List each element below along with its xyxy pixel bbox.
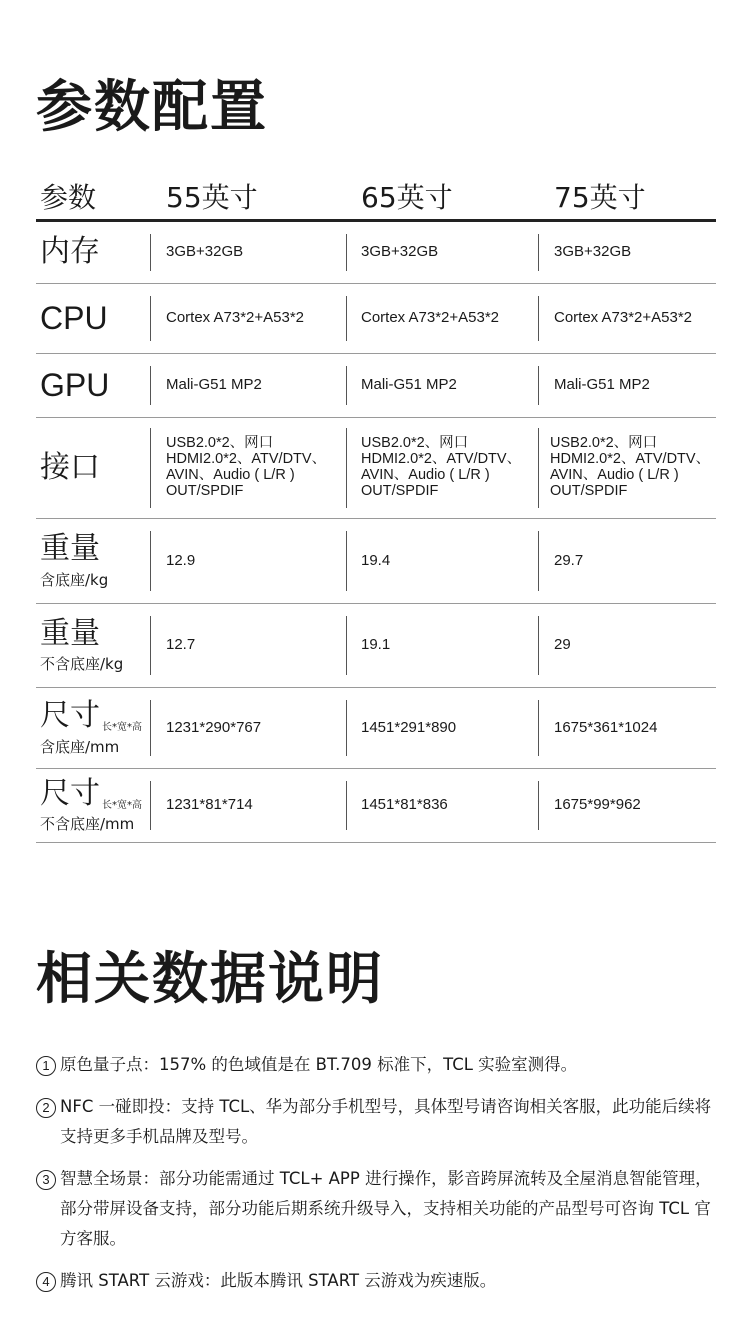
column-divider — [150, 296, 151, 341]
table-cell: 1675*361*1024 — [554, 718, 658, 736]
spec-table — [36, 168, 716, 843]
row-label-main — [40, 777, 142, 812]
row-label-main: 重量 — [40, 531, 100, 567]
table-row — [36, 354, 716, 418]
table-row — [36, 769, 716, 843]
row-label-unit: 含底座/kg — [40, 570, 109, 589]
circled-number-badge: 1 — [36, 1056, 56, 1076]
row-label-unit: 含底座/mm — [40, 737, 120, 756]
table-cell: USB2.0*2、网口 HDMI2.0*2、ATV/DTV、 AVIN、Audio ( L/R ) OUT/SPDIF — [361, 435, 522, 499]
list-item — [36, 1092, 716, 1152]
table-cell: 29 — [554, 636, 571, 654]
table-cell: Mali-G51 MP2 — [166, 376, 262, 394]
row-label — [40, 418, 100, 518]
row-label — [40, 354, 109, 417]
table-cell: Cortex A73*2+A53*2 — [361, 309, 500, 327]
header-65-inch: 65英寸 — [361, 181, 453, 214]
column-divider — [346, 234, 347, 271]
table-cell: 1451*291*890 — [361, 718, 457, 736]
table-row — [36, 284, 716, 354]
row-label-dims-note: 长*宽*高 — [102, 722, 142, 734]
column-divider — [150, 700, 151, 756]
table-cell: 12.9 — [166, 551, 196, 569]
table-cell: 19.1 — [361, 636, 391, 654]
column-divider — [538, 296, 539, 341]
list-item — [36, 1164, 716, 1254]
table-cell: 3GB+32GB — [361, 243, 439, 261]
table-cell: Cortex A73*2+A53*2 — [554, 309, 693, 327]
note-text: 腾讯 START 云游戏：此版本腾讯 START 云游戏为疾速版。 — [60, 1271, 497, 1290]
column-divider — [538, 366, 539, 405]
circled-number-badge: 3 — [36, 1170, 56, 1190]
row-label-main: GPU — [40, 367, 110, 404]
column-divider — [150, 781, 151, 830]
row-label-dims-note: 长*宽*高 — [102, 799, 142, 811]
table-cell: Cortex A73*2+A53*2 — [166, 309, 305, 327]
circled-number-badge: 2 — [36, 1098, 56, 1118]
table-row — [36, 222, 716, 284]
column-divider — [150, 531, 151, 591]
table-cell: USB2.0*2、网口 HDMI2.0*2、ATV/DTV、 AVIN、Audio ( L/R ) OUT/SPDIF — [550, 435, 711, 499]
table-cell: 29.7 — [554, 551, 584, 569]
table-cell: 3GB+32GB — [166, 243, 244, 261]
notes-list — [36, 1050, 716, 1308]
table-cell: 3GB+32GB — [554, 243, 632, 261]
row-label — [40, 604, 123, 687]
table-row — [36, 519, 716, 604]
column-divider — [150, 616, 151, 675]
table-cell: 1231*81*714 — [166, 796, 253, 814]
table-cell: 12.7 — [166, 636, 196, 654]
table-row — [36, 688, 716, 769]
column-divider — [538, 234, 539, 271]
row-label-text: 尺寸 — [40, 775, 100, 811]
table-row — [36, 604, 716, 688]
column-divider — [346, 781, 347, 830]
table-row — [36, 418, 716, 519]
column-divider — [346, 531, 347, 591]
column-divider — [538, 616, 539, 675]
list-item — [36, 1050, 716, 1080]
row-label — [40, 284, 108, 353]
table-cell: Mali-G51 MP2 — [554, 376, 650, 394]
column-divider — [150, 366, 151, 405]
spec-title: 参数配置 — [36, 75, 268, 140]
circled-number-badge: 4 — [36, 1272, 56, 1292]
column-divider — [538, 531, 539, 591]
table-cell: 1451*81*836 — [361, 796, 448, 814]
column-divider — [538, 700, 539, 756]
column-divider — [346, 428, 347, 508]
table-header-row — [36, 168, 716, 222]
column-divider — [346, 616, 347, 675]
table-cell: USB2.0*2、网口 HDMI2.0*2、ATV/DTV、 AVIN、Audio ( L/R ) OUT/SPDIF — [166, 435, 327, 499]
row-label-unit: 不含底座/kg — [40, 655, 124, 674]
row-label-main: 接口 — [40, 449, 100, 485]
header-75-inch: 75英寸 — [554, 181, 646, 214]
column-divider — [346, 296, 347, 341]
table-cell: Mali-G51 MP2 — [361, 376, 457, 394]
row-label-main — [40, 699, 142, 734]
note-text: NFC 一碰即投：支持 TCL、华为部分手机型号，具体型号请咨询相关客服，此功能后续将支持更多手机品牌及型号。 — [60, 1097, 712, 1146]
table-cell: 1675*99*962 — [554, 796, 641, 814]
column-divider — [346, 366, 347, 405]
column-divider — [150, 234, 151, 271]
table-cell: 19.4 — [361, 551, 391, 569]
row-label — [40, 222, 100, 283]
column-divider — [538, 781, 539, 830]
column-divider — [538, 428, 539, 508]
notes-title: 相关数据说明 — [36, 947, 384, 1012]
list-item — [36, 1266, 716, 1296]
table-cell: 1231*290*767 — [166, 718, 262, 736]
note-text: 原色量子点：157% 的色域值是在 BT.709 标准下，TCL 实验室测得。 — [60, 1055, 578, 1074]
row-label-main: 内存 — [40, 234, 100, 270]
note-text: 智慧全场景：部分功能需通过 TCL+ APP 进行操作，影音跨屏流转及全屋消息智能管理，部分带屏设备支持，部分功能后期系统升级导入，支持相关功能的产品型号可咨询 TCL 官方客服。 — [60, 1169, 712, 1248]
row-label — [40, 688, 142, 768]
header-param: 参数 — [40, 181, 97, 214]
header-55-inch: 55英寸 — [166, 181, 258, 214]
column-divider — [346, 700, 347, 756]
row-label-main: 重量 — [40, 615, 100, 651]
row-label — [40, 769, 142, 842]
row-label-text: 尺寸 — [40, 698, 100, 734]
row-label-main: CPU — [40, 300, 108, 337]
row-label — [40, 519, 108, 603]
column-divider — [150, 428, 151, 508]
row-label-unit: 不含底座/mm — [40, 815, 135, 834]
